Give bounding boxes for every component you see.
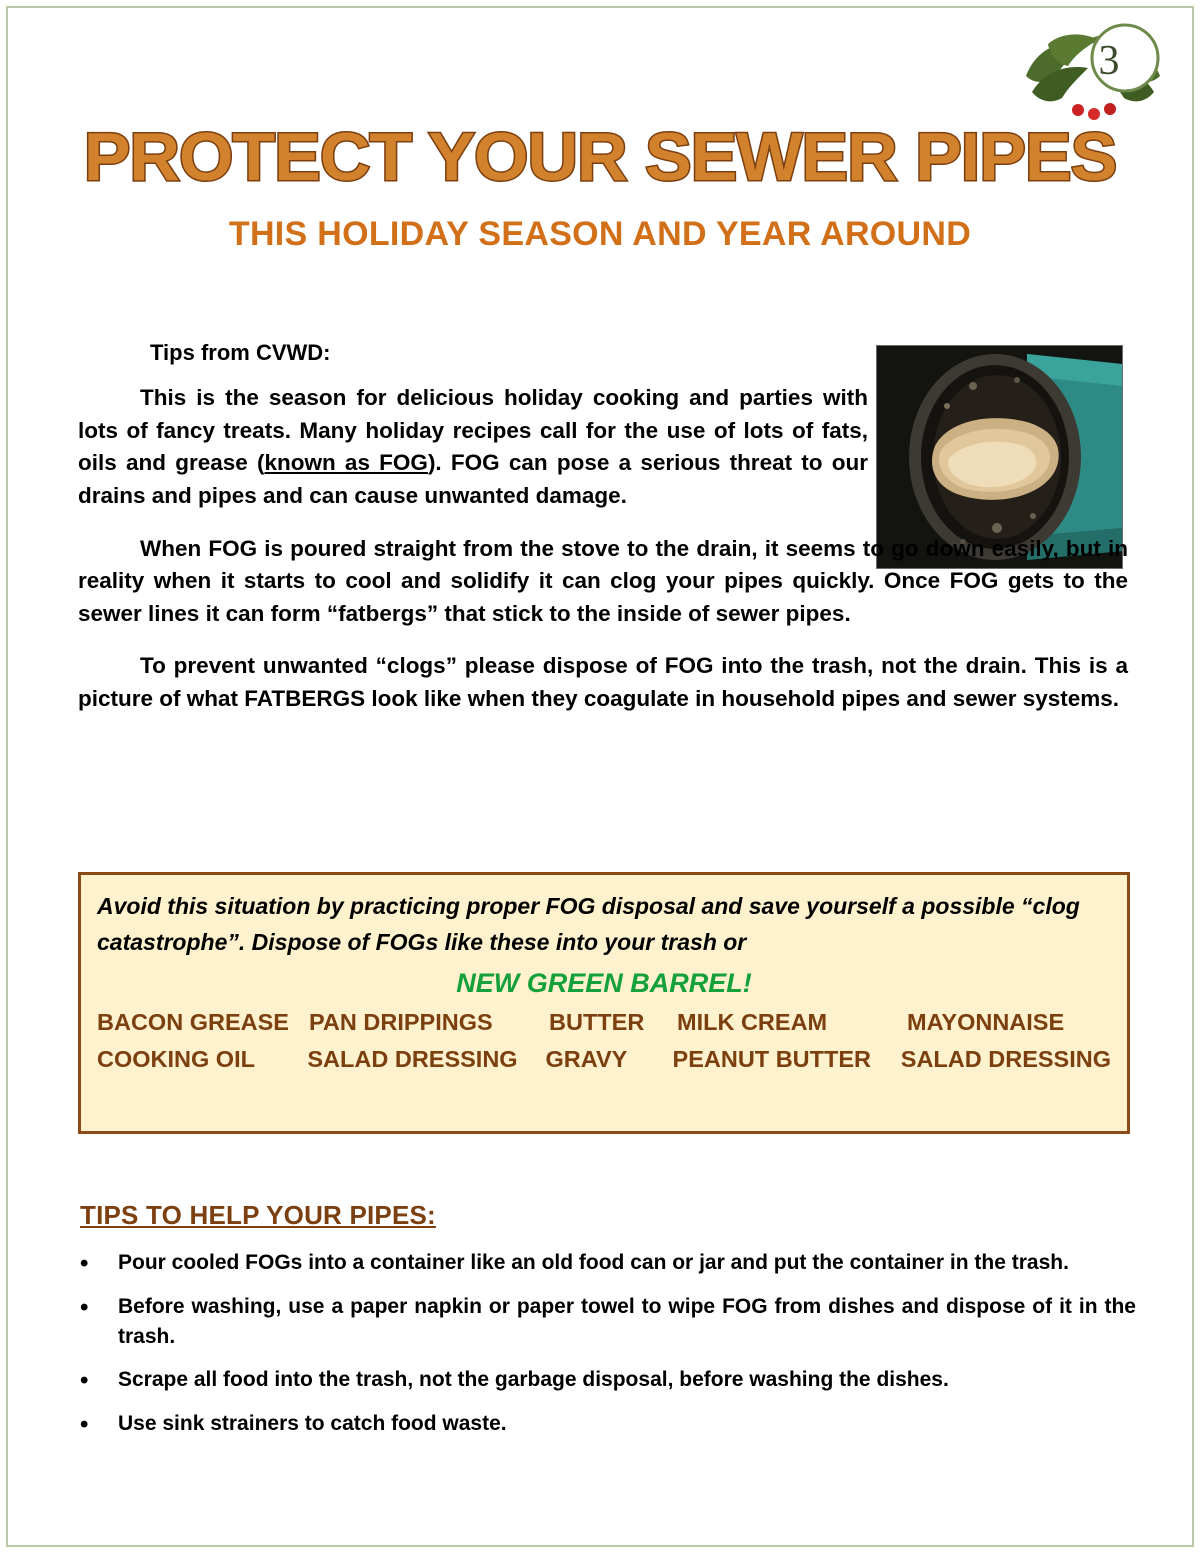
fog-item: SALAD DRESSING: [900, 1046, 1111, 1073]
article-body: [78, 340, 1128, 724]
fog-items-row-1: [97, 1009, 1111, 1036]
list-item: • Use sink strainers to catch food waste.: [66, 1409, 1136, 1439]
paragraph-1-part-b: ). FOG can pose a serious threat to our drains and pipes and can cause unwanted damage.: [78, 450, 869, 508]
fog-item: GRAVY: [545, 1046, 628, 1073]
fog-item: BUTTER: [549, 1009, 645, 1036]
paragraph-2: [78, 533, 1128, 631]
tips-list: [66, 1248, 1136, 1453]
page-number-text: 3: [1098, 38, 1120, 84]
fog-item: PEANUT BUTTER: [672, 1046, 871, 1073]
holly-wreath-badge: [1018, 14, 1168, 124]
fog-item: MAYONNAISE: [907, 1009, 1065, 1036]
fog-item: BACON GREASE: [97, 1009, 289, 1036]
list-item: • Pour cooled FOGs into a container like an old food can or jar and put the container in the trash.: [66, 1248, 1136, 1278]
fog-item: SALAD DRESSING: [307, 1046, 518, 1073]
fog-item: PAN DRIPPINGS: [309, 1009, 493, 1036]
list-item: • Scrape all food into the trash, not the garbage disposal, before washing the dishes.: [66, 1365, 1136, 1395]
list-item: • Before washing, use a paper napkin or paper towel to wipe FOG from dishes and dispose of it in the trash.: [66, 1292, 1136, 1352]
page-title: PROTECT YOUR SEWER PIPES: [83, 119, 1117, 195]
fog-item: MILK CREAM: [677, 1009, 828, 1036]
fog-items-list: [97, 1009, 1111, 1073]
paragraph-1: [78, 382, 868, 513]
paragraph-1-underlined: known as FOG: [264, 450, 428, 476]
tips-from-label: Tips from CVWD:: [150, 340, 331, 365]
paragraph-3: [78, 650, 1128, 715]
fog-item: COOKING OIL: [97, 1046, 255, 1073]
fog-items-row-2: [97, 1046, 1111, 1073]
paragraph-1-part-a: This is the season for delicious holiday cooking and parties with lots of fancy treats. Many holiday recipes call for the use of lots of fats, oils and grease (: [78, 385, 868, 476]
tips-section-heading: TIPS TO HELP YOUR PIPES:: [80, 1200, 436, 1230]
fog-disposal-callout-box: [78, 872, 1130, 1134]
paragraph-2-text: When FOG is poured straight from the stove to the drain, it seems to go down easily, but in reality when it starts to cool and solidify it can clog your pipes quickly. Once FOG gets to the sewer lines it can form “fatbergs” that stick to the inside of sewer pipes.: [78, 535, 1128, 626]
callout-lead-text: Avoid this situation by practicing proper FOG disposal and save yourself a possible “clog catastrophe”. Dispose of FOGs like these into your trash or: [97, 893, 1080, 955]
page-number: [1018, 14, 1168, 124]
paragraph-3-text: To prevent unwanted “clogs” please dispose of FOG into the trash, not the drain. This is a picture of what FATBERGS look like when they coagulate in household pipes and sewer systems.: [78, 653, 1128, 711]
green-barrel-highlight: NEW GREEN BARREL!: [456, 968, 752, 999]
page-subtitle: THIS HOLIDAY SEASON AND YEAR AROUND: [228, 215, 972, 253]
